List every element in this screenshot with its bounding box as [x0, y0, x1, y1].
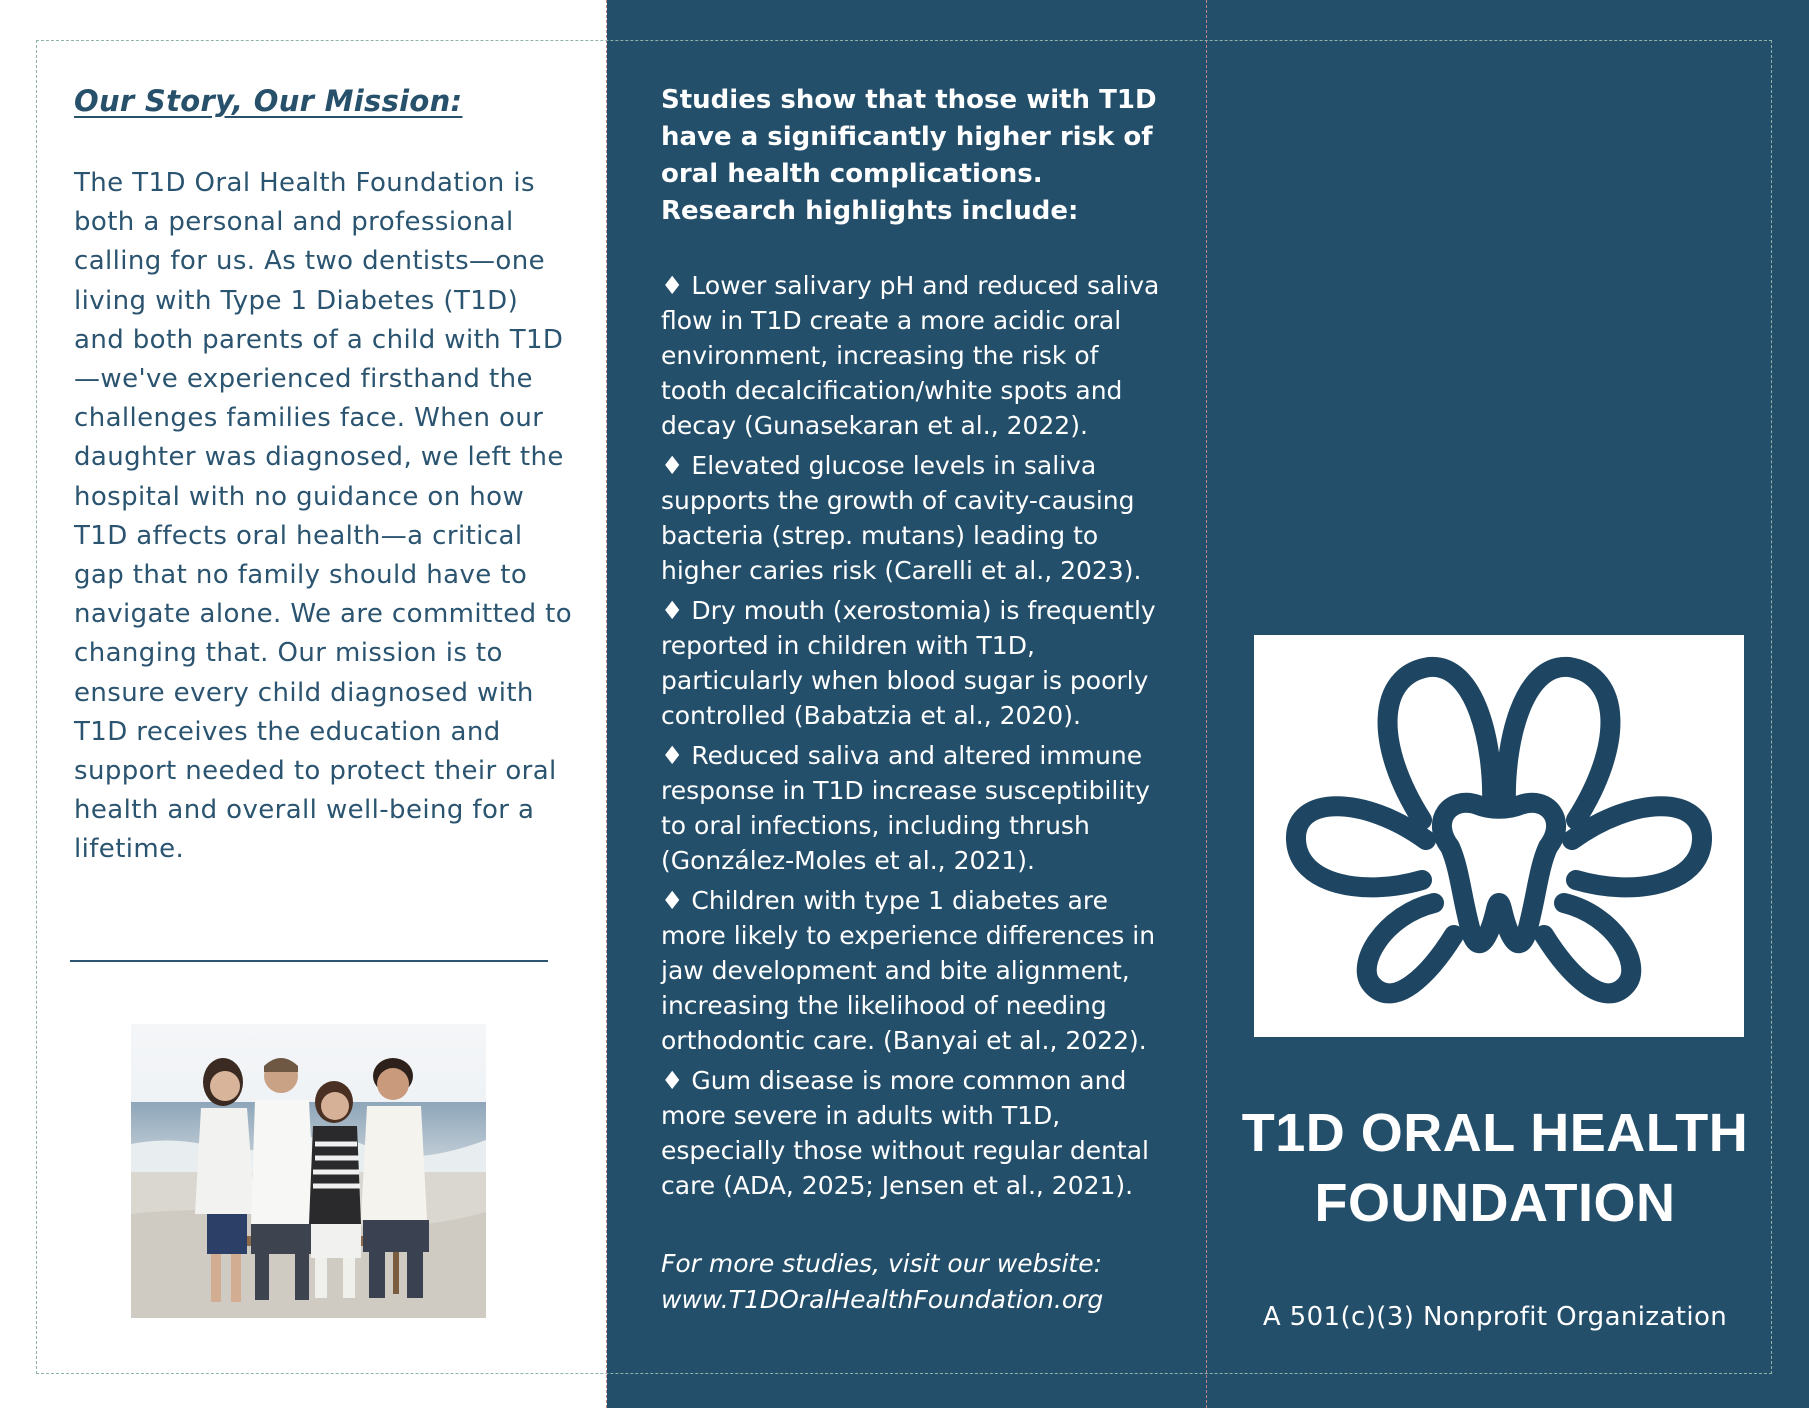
bullet-text: Dry mouth (xerostomia) is frequently reported in children with T1D, particularly when blood sugar is poorly controlled (Babatzia et al., 2020).: [661, 596, 1156, 730]
nonprofit-subtitle: A 501(c)(3) Nonprofit Organization: [1262, 1302, 1728, 1332]
diamond-bullet-icon: ♦: [661, 741, 684, 770]
research-intro: Studies show that those with T1D have a significantly higher risk of oral health complications. Research highlights include:: [661, 85, 1157, 226]
bullet-text: Children with type 1 diabetes are more likely to experience differences in jaw development and bite alignment, increasing the likelihood of needing orthodontic care. (Banyai et al., 2022).: [661, 886, 1156, 1055]
diamond-bullet-icon: ♦: [661, 271, 684, 300]
diamond-bullet-icon: ♦: [661, 596, 684, 625]
title-line-2: FOUNDATION: [1314, 1173, 1676, 1233]
diamond-bullet-icon: ♦: [661, 1066, 684, 1095]
bullet-text: Elevated glucose levels in saliva supports the growth of cavity-causing bacteria (strep. mutans) leading to higher caries risk (Carelli et al., 2023).: [661, 451, 1142, 585]
trim-guide: [36, 40, 1772, 1374]
title-line-1: T1D ORAL HEALTH: [1241, 1103, 1749, 1163]
bullet-text: Gum disease is more common and more severe in adults with T1D, especially those without regular dental care (ADA, 2025; Jensen et al., 2021).: [661, 1066, 1150, 1200]
story-body: The T1D Oral Health Foundation is both a personal and professional calling for us. As two dentists—one living with Type 1 Diabetes (T1D) and both parents of a child with T1D—we've experienced firsthand the challenges families face. When our daughter was diagnosed, we left the hospital with no guidance on how T1D affects oral health—a critical gap that no family should have to navigate alone. We are committed to changing that. Our mission is to ensure every child diagnosed with T1D receives the education and support needed to protect their oral health and overall well-being for a lifetime.: [74, 168, 573, 865]
story-heading: Our Story, Our Mission:: [74, 84, 463, 118]
diamond-bullet-icon: ♦: [661, 451, 684, 480]
website-callout-text: For more studies, visit our website:: [661, 1249, 1103, 1278]
diamond-bullet-icon: ♦: [661, 886, 684, 915]
bullet-text: Lower salivary pH and reduced saliva flow in T1D create a more acidic oral environment, increasing the risk of tooth decalcification/white spots and decay (Gunasekaran et al., 2022).: [661, 271, 1160, 440]
website-url[interactable]: www.T1DOralHealthFoundation.org: [661, 1285, 1104, 1314]
bullet-text: Reduced saliva and altered immune response in T1D increase susceptibility to oral infections, including thrush (González-Moles et al., 2021).: [661, 741, 1150, 875]
